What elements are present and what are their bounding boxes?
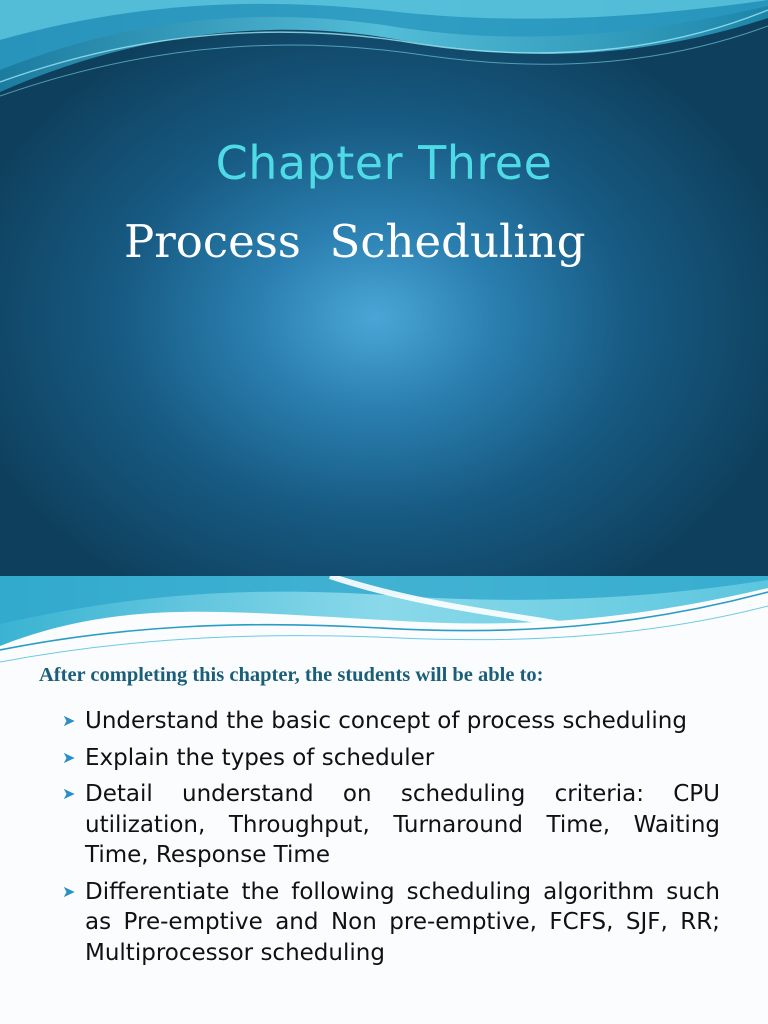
arrowhead-bullet-icon: ➤ xyxy=(62,747,76,767)
arrowhead-bullet-icon: ➤ xyxy=(62,784,76,803)
list-item xyxy=(62,706,720,737)
objective-text: Explain the types of scheduler xyxy=(85,744,435,771)
list-item xyxy=(62,743,720,774)
objective-text: Differentiate the following scheduling algorithm such as Pre-emptive and Non pre-emptive, FCFS, SJF, RR; Multiprocessor scheduling xyxy=(85,878,720,966)
header-wave-decoration xyxy=(0,576,768,666)
objectives-intro: After completing this chapter, the students will be able to: xyxy=(39,664,544,686)
objective-text: Detail understand on scheduling criteria: CPU utilization, Throughput, Turnaround Time, Waiting Time, Response Time xyxy=(85,781,720,868)
list-item xyxy=(62,779,720,871)
chapter-subtitle: Process Scheduling xyxy=(124,215,586,268)
objectives-list xyxy=(62,706,720,974)
chapter-title: Chapter Three xyxy=(215,136,553,190)
arrowhead-bullet-icon: ➤ xyxy=(62,711,76,730)
objective-text: Understand the basic concept of process scheduling xyxy=(85,708,687,734)
arrowhead-bullet-icon: ➤ xyxy=(62,881,76,901)
objectives-slide xyxy=(0,576,768,1024)
top-wave-decoration xyxy=(0,0,768,120)
list-item xyxy=(62,877,720,969)
